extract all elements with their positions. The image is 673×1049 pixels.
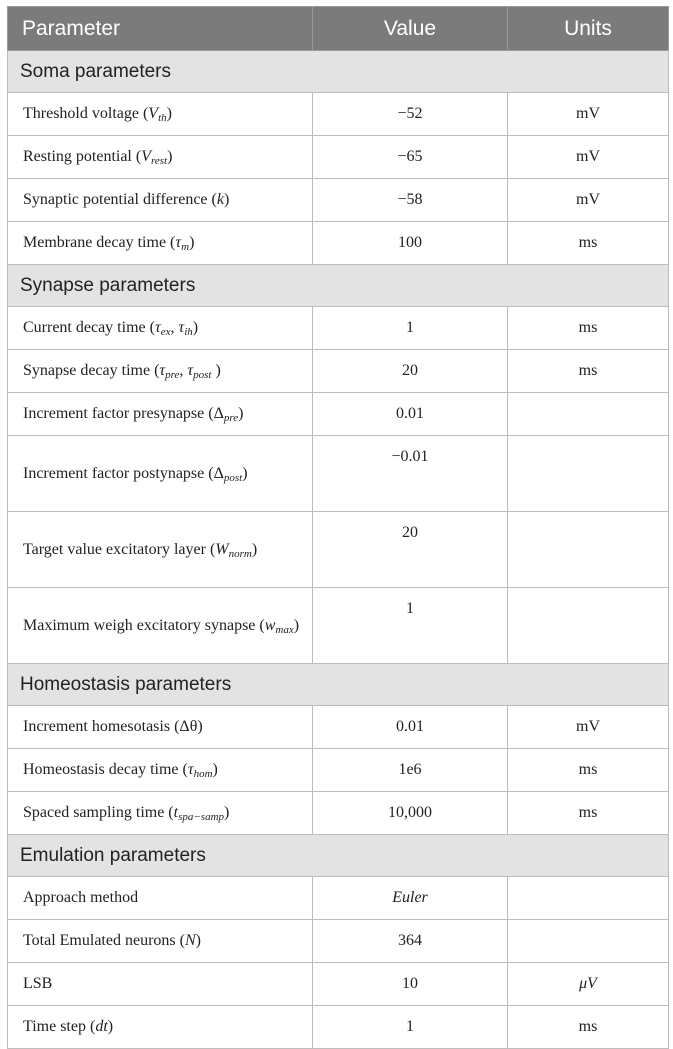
parameter-close: ) (189, 234, 195, 251)
unit-text: ms (578, 362, 598, 379)
parameter-label: Synapse decay time ( (23, 362, 160, 379)
parameter-label: Maximum weigh excitatory synapse ( (23, 616, 265, 634)
section-title: Soma parameters (8, 51, 669, 93)
value-cell (313, 179, 508, 222)
unit-text: mV (576, 148, 600, 165)
parameter-label: Synaptic potential difference ( (23, 191, 217, 208)
unit-cell (508, 393, 669, 436)
parameter-symbol-2: τ (178, 319, 185, 336)
value-cell (313, 1006, 508, 1049)
parameter-symbol: V (148, 105, 159, 122)
parameter-symbol: w (264, 616, 276, 634)
header-units: Units (508, 7, 669, 51)
value-cell (313, 393, 508, 436)
parameter-label: Approach method (23, 889, 139, 906)
unit-cell (508, 307, 669, 350)
parameter-close: ) (251, 540, 258, 558)
parameter-cell (8, 307, 313, 350)
table-row (8, 93, 669, 136)
parameter-cell (8, 512, 313, 588)
parameter-subscript: pre (223, 412, 239, 424)
parameter-label: Increment homesotasis ( (23, 718, 180, 735)
parameter-cell (8, 179, 313, 222)
unit-text: ms (578, 1018, 598, 1035)
parameter-label: Resting potential ( (23, 148, 142, 165)
value-text: −58 (397, 191, 423, 208)
parameter-subscript: post (223, 471, 243, 484)
unit-cell (508, 436, 669, 512)
value-text: Euler (392, 889, 428, 906)
parameter-label: Time step ( (23, 1018, 96, 1035)
parameter-symbol: k (216, 191, 224, 208)
unit-cell (508, 877, 669, 920)
value-cell (313, 307, 508, 350)
parameter-label: Threshold voltage ( (23, 105, 149, 122)
parameter-close: ) (223, 191, 230, 208)
value-text: 10 (402, 975, 418, 992)
parameter-cell (8, 588, 313, 664)
unit-text: ms (578, 761, 598, 778)
parameters-table (7, 6, 669, 1049)
parameter-close: ) (211, 362, 221, 379)
value-text: 1 (406, 600, 414, 617)
parameter-label: Homeostasis decay time ( (23, 761, 188, 778)
unit-text: μV (579, 975, 597, 992)
parameter-symbol: t (173, 804, 179, 821)
parameter-symbol: τ (154, 319, 161, 336)
value-cell (313, 963, 508, 1006)
parameter-cell (8, 706, 313, 749)
parameter-subscript: hom (193, 768, 213, 780)
parameter-cell (8, 350, 313, 393)
parameter-cell (8, 963, 313, 1006)
parameter-label: Increment factor presynapse ( (23, 405, 214, 422)
parameter-symbol: N (184, 932, 196, 949)
value-cell (313, 93, 508, 136)
parameter-subscript: norm (228, 547, 252, 560)
parameter-close: ) (166, 105, 172, 122)
parameter-subscript: max (275, 623, 294, 636)
parameter-label: Increment factor postynapse ( (23, 464, 214, 482)
table-row (8, 749, 669, 792)
table-row (8, 136, 669, 179)
value-text: 100 (398, 234, 422, 251)
parameter-subscript: spa−samp (178, 811, 225, 823)
parameter-cell (8, 1006, 313, 1049)
parameter-subscript: rest (150, 155, 168, 167)
parameter-close: ) (197, 718, 203, 735)
header-value: Value (313, 7, 508, 51)
unit-cell (508, 706, 669, 749)
parameter-symbol: τ (175, 234, 182, 251)
parameter-subscript-2: ih (184, 326, 193, 338)
value-cell (313, 136, 508, 179)
parameter-label: Target value excitatory layer ( (23, 540, 216, 558)
table-row (8, 877, 669, 920)
parameter-close: ) (238, 405, 244, 422)
value-text: 1 (406, 1018, 414, 1035)
unit-text: ms (578, 234, 598, 251)
parameter-symbol: Δ (213, 405, 224, 422)
table-row (8, 222, 669, 265)
unit-text: ms (578, 804, 598, 821)
table-row (8, 512, 669, 588)
parameter-separator: , (179, 362, 188, 379)
value-text: 364 (398, 932, 422, 949)
parameter-label: Membrane decay time ( (23, 234, 176, 251)
parameter-symbol-2: τ (187, 362, 194, 379)
parameter-label: Current decay time ( (23, 319, 155, 336)
value-text: 0.01 (396, 405, 424, 422)
unit-cell (508, 93, 669, 136)
value-cell (313, 222, 508, 265)
parameter-symbol: Δθ (179, 718, 198, 735)
unit-cell (508, 350, 669, 393)
section-row (8, 835, 669, 877)
header-parameter: Parameter (8, 7, 313, 51)
table-row (8, 920, 669, 963)
parameter-symbol: τ (187, 761, 194, 778)
value-cell (313, 920, 508, 963)
value-text: 10,000 (388, 804, 432, 821)
unit-cell (508, 749, 669, 792)
parameter-subscript: ex (160, 326, 171, 338)
table-header-row (8, 7, 669, 51)
parameter-close: ) (293, 616, 300, 634)
table-row (8, 307, 669, 350)
parameter-cell (8, 792, 313, 835)
value-cell (313, 588, 508, 664)
parameter-subscript: m (181, 241, 190, 253)
parameter-label: LSB (23, 975, 53, 992)
value-cell (313, 512, 508, 588)
parameter-subscript: th (158, 112, 167, 124)
table-row (8, 588, 669, 664)
parameter-close: ) (242, 464, 248, 482)
parameter-close: ) (212, 761, 218, 778)
unit-cell (508, 179, 669, 222)
value-text: 20 (402, 524, 418, 541)
value-cell (313, 877, 508, 920)
value-cell (313, 792, 508, 835)
parameter-close: ) (107, 1018, 114, 1035)
value-cell (313, 350, 508, 393)
value-text: −52 (397, 105, 423, 122)
parameter-symbol: V (141, 148, 151, 165)
parameter-cell (8, 877, 313, 920)
unit-cell (508, 792, 669, 835)
value-text: −65 (397, 148, 423, 165)
unit-cell (508, 136, 669, 179)
unit-text: ms (578, 319, 598, 336)
parameter-symbol: τ (159, 362, 166, 379)
parameter-close: ) (224, 804, 230, 821)
unit-cell (508, 512, 669, 588)
value-text: 1e6 (398, 761, 422, 778)
section-row (8, 51, 669, 93)
value-cell (313, 706, 508, 749)
value-cell (313, 749, 508, 792)
parameter-symbol: dt (95, 1018, 108, 1035)
parameter-cell (8, 222, 313, 265)
table-row (8, 436, 669, 512)
unit-cell (508, 1006, 669, 1049)
parameter-label: Total Emulated neurons ( (23, 932, 185, 949)
table-row (8, 179, 669, 222)
parameter-cell (8, 136, 313, 179)
section-row (8, 265, 669, 307)
parameter-cell (8, 749, 313, 792)
value-text: −0.01 (391, 448, 429, 465)
section-title: Homeostasis parameters (8, 664, 669, 706)
table-row (8, 1006, 669, 1049)
parameter-label: Spaced sampling time ( (23, 804, 174, 821)
section-title: Emulation parameters (8, 835, 669, 877)
parameter-symbol: Δ (213, 464, 224, 482)
parameter-cell (8, 93, 313, 136)
unit-text: mV (576, 718, 600, 735)
table-row (8, 963, 669, 1006)
value-text: 1 (406, 319, 414, 336)
table-row (8, 393, 669, 436)
parameter-cell (8, 393, 313, 436)
value-cell (313, 436, 508, 512)
table-row (8, 706, 669, 749)
parameter-close: ) (167, 148, 173, 165)
parameter-close: ) (192, 319, 199, 336)
section-title: Synapse parameters (8, 265, 669, 307)
unit-text: mV (576, 105, 600, 122)
unit-cell (508, 963, 669, 1006)
value-text: 20 (402, 362, 418, 379)
parameter-separator: , (170, 319, 179, 336)
parameter-subscript: pre (165, 369, 180, 381)
table-row (8, 792, 669, 835)
parameter-cell (8, 920, 313, 963)
parameter-subscript-2: post (193, 369, 212, 381)
parameter-cell (8, 436, 313, 512)
unit-cell (508, 222, 669, 265)
parameter-symbol: W (215, 540, 229, 558)
parameter-close: ) (195, 932, 201, 949)
table-row (8, 350, 669, 393)
unit-cell (508, 588, 669, 664)
section-row (8, 664, 669, 706)
unit-cell (508, 920, 669, 963)
unit-text: mV (576, 191, 600, 208)
value-text: 0.01 (396, 718, 424, 735)
